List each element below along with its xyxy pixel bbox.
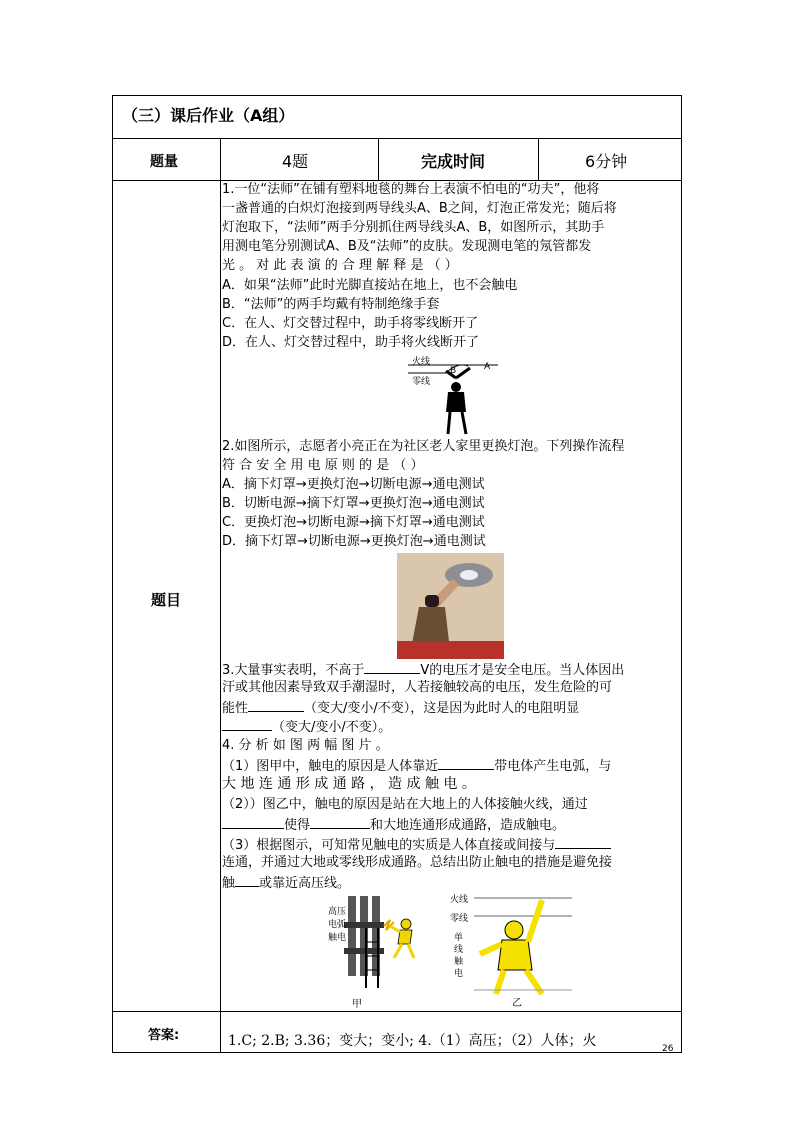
q4-sub1-text-b: 带电体产生电弧，与 [494, 759, 612, 774]
q3-line-2: 汗或其他因素导致双手潮湿时，人若接触较高的电压，发生危险的可 [222, 680, 613, 695]
q1-option-c: C．在人、灯交替过程中，助手将零线断开了 [222, 316, 479, 331]
q1-point-a-label: A [484, 362, 491, 372]
q3-line-4 [222, 717, 682, 737]
q4-blank-sub2-a [222, 815, 284, 829]
q2-option-d: D．摘下灯罩→切断电源→更换灯泡→通电测试 [222, 534, 486, 549]
q1-point-b-label: B [450, 366, 457, 376]
q4-sub1-line-2: 大 地 连 通 形 成 通 路 ， 造 成 触 电 。 [222, 776, 476, 792]
q4-fig-a-label-1: 高压 [328, 907, 347, 917]
time-value: 6分钟 [585, 152, 628, 171]
q3-text-3b: （变大/变小/不变），这是因为此时人的电阻明显 [304, 701, 580, 716]
q4-fig-b-caption: 乙 [512, 998, 522, 1009]
q4-fig-b-label-4: 电 [454, 969, 464, 979]
q4-sub2-line-2 [222, 815, 682, 835]
answer-text: 1.C; 2.B; 3.36；变大；变小; 4.（1）高压；（2）人体；火 [228, 1033, 597, 1049]
q3-blank-risk [248, 698, 304, 712]
q4-sub2-text-b: 使得 [284, 818, 311, 833]
q1-line-2: 一盏普通的白炽灯泡接到两导线头A、B之间，灯泡正常发光；随后将 [222, 201, 617, 216]
q3-text-3a: 能性 [222, 701, 249, 716]
q3-text-4b: （变大/变小/不变）。 [272, 720, 392, 735]
q4-blank-sub3-b [235, 873, 259, 887]
q4-sub3-line-2: 连通，并通过大地或零线形成通路。总结出防止触电的措施是避免接 [222, 855, 613, 870]
q1-option-a: A．如果“法师”此时光脚直接站在地上，也不会触电 [222, 278, 518, 293]
q1-live-wire-label: 火线 [412, 357, 431, 367]
q1-line-5: 光 。 对 此 表 演 的 合 理 解 释 是 （ ） [222, 258, 458, 273]
q3-text-1a: 3.大量事实表明，不高于 [222, 663, 365, 678]
q3-blank-resistance [222, 717, 272, 731]
q4-blank-sub2-b [310, 815, 370, 829]
q1-line-4: 用测电笔分别测试A、B及“法师”的皮肤。发现测电笔的氖管都发 [222, 239, 592, 254]
section-title: （三）课后作业（A组） [122, 106, 295, 125]
q4-fig-b-live-label: 火线 [450, 895, 469, 905]
q4-title: 4. 分 析 如 图 两 幅 图 片 。 [222, 738, 389, 753]
q4-fig-a-label-3: 触电 [328, 933, 347, 943]
q2-option-c: C．更换灯泡→切断电源→摘下灯罩→通电测试 [222, 515, 485, 530]
q4-figure-a [326, 892, 426, 1010]
q4-fig-b-label-3: 触 [454, 957, 464, 967]
q4-sub1-line-1 [222, 756, 682, 776]
count-value: 4题 [282, 152, 309, 171]
q3-text-1b: V的电压才是安全电压。当人体因出 [420, 663, 625, 678]
q4-figure-b [448, 890, 574, 1010]
questions-label: 题目 [151, 591, 182, 609]
q2-option-a: A．摘下灯罩→更换灯泡→切断电源→通电测试 [222, 477, 485, 492]
q2-photo [397, 553, 504, 659]
q4-sub3-text-d: 或靠近高压线。 [259, 876, 351, 891]
q1-neutral-wire-label: 零线 [412, 377, 431, 387]
q2-line-2: 符 合 安 全 用 电 原 则 的 是 （ ） [222, 458, 424, 473]
q4-sub3-text-a: （3）根据图示，可知常见触电的实质是人体直接或间接与 [222, 838, 556, 853]
q1-option-b: B．“法师”的两手均戴有特制绝缘手套 [222, 297, 440, 312]
q4-blank-sub3-a [555, 835, 611, 849]
q1-figure [408, 354, 498, 436]
answers-label: 答案: [148, 1028, 180, 1043]
q2-option-b: B．切断电源→摘下灯罩→更换灯泡→通电测试 [222, 496, 485, 511]
q4-blank-high-voltage [438, 756, 494, 770]
q1-line-3: 灯泡取下，“法师”两手分别抓住两导线头A、B，如图所示，其助手 [222, 220, 605, 235]
q4-sub3-line-1 [222, 835, 682, 855]
q3-blank-voltage [364, 660, 420, 674]
q4-fig-a-label-2: 电弧 [328, 920, 347, 930]
q4-fig-b-label-1: 单 [454, 933, 464, 943]
q3-line-1 [222, 660, 682, 680]
q1-option-d: D．在人、灯交替过程中，助手将火线断开了 [222, 335, 480, 350]
q4-fig-a-caption: 甲 [352, 999, 362, 1010]
q4-fig-b-label-2: 线 [454, 945, 464, 955]
q4-fig-b-neutral-label: 零线 [450, 914, 469, 924]
q4-sub2-text-c: 和大地连通形成通路，造成触电。 [370, 818, 566, 833]
page-number: 26 [662, 1044, 674, 1054]
time-label: 完成时间 [421, 152, 486, 171]
q4-sub1-text-a: （1）图甲中，触电的原因是人体靠近 [222, 759, 439, 774]
q1-line-1: 1.一位“法师”在铺有塑料地毯的舞台上表演不怕电的“功夫”，他将 [222, 182, 600, 197]
q4-sub2-line-1: （2））图乙中，触电的原因是站在大地上的人体接触火线，通过 [222, 797, 588, 812]
count-label: 题量 [150, 154, 178, 170]
q2-line-1: 2.如图所示，志愿者小亮正在为社区老人家里更换灯泡。下列操作流程 [222, 439, 625, 454]
q3-line-3 [222, 698, 682, 718]
q4-sub3-text-c: 触 [222, 876, 236, 891]
